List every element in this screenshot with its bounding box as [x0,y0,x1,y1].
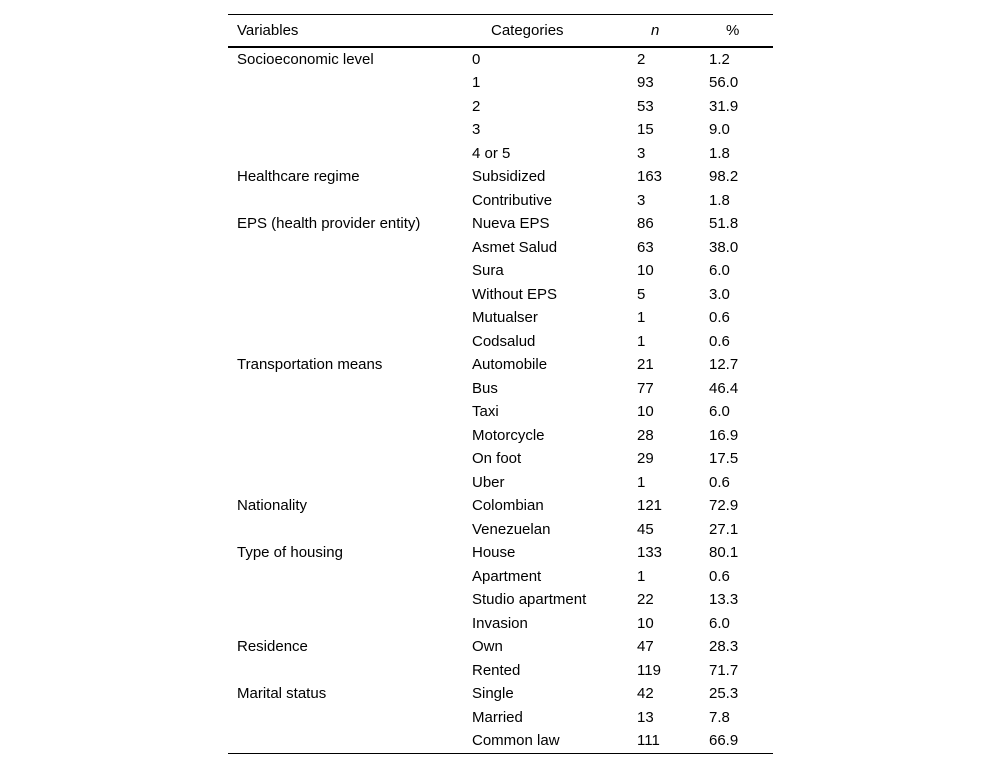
variable-cell [228,471,472,495]
category-cell: Asmet Salud [472,238,558,256]
variable-cell: Marital status [237,685,327,703]
table-row [228,353,773,377]
table-row [228,565,773,589]
variable-cell: Nationality [237,497,308,515]
table-row [228,377,773,401]
table-body [228,47,773,754]
category-cell: Own [472,638,503,656]
variable-cell [228,447,472,471]
variable-cell: Healthcare regime [237,168,360,186]
table-row [228,471,773,495]
variable-cell [228,71,472,95]
percent-cell: 16.9 [709,426,739,444]
variable-cell: Socioeconomic level [237,50,374,68]
percent-cell: 1.8 [709,191,730,209]
n-cell: 111 [637,732,660,750]
table-row [228,447,773,471]
variable-cell [228,588,472,612]
category-cell: Subsidized [472,168,546,186]
n-cell: 13 [637,708,654,726]
col-header-categories: Categories [472,15,637,47]
table-row [228,729,773,753]
category-cell: Without EPS [472,285,558,303]
category-cell: Married [472,708,523,726]
variable-cell [228,142,472,166]
n-cell: 21 [637,356,654,374]
n-cell: 119 [637,661,661,679]
variable-cell [228,400,472,424]
n-cell: 93 [637,74,654,92]
n-cell: 15 [637,121,654,139]
variable-cell [228,729,472,753]
category-cell: Venezuelan [472,520,551,538]
table-row [228,588,773,612]
table-row [228,659,773,683]
n-cell: 10 [637,262,654,280]
n-cell: 10 [637,403,654,421]
category-cell: Single [472,685,514,703]
variable-cell [228,306,472,330]
percent-cell: 0.6 [709,567,730,585]
category-cell: 3 [472,121,481,139]
variable-cell [228,283,472,307]
table-row [228,635,773,659]
table-row [228,706,773,730]
n-cell: 1 [637,309,646,327]
n-cell: 22 [637,591,654,609]
category-cell: 1 [472,74,481,92]
percent-cell: 6.0 [709,614,730,632]
table-row [228,189,773,213]
percent-cell: 31.9 [709,97,739,115]
percent-cell: 51.8 [709,215,739,233]
category-cell: Rented [472,661,521,679]
variable-cell: Transportation means [237,356,383,374]
table-row [228,541,773,565]
demographics-table [228,14,773,754]
n-cell: 1 [637,567,646,585]
category-cell: 0 [472,50,481,68]
category-cell: 2 [472,97,481,115]
variable-cell [228,659,472,683]
category-cell: Codsalud [472,332,536,350]
header-row [228,15,773,47]
category-cell: Colombian [472,497,544,515]
variable-cell [228,706,472,730]
n-cell: 163 [637,168,663,186]
n-cell: 121 [637,497,663,515]
n-cell: 53 [637,97,654,115]
percent-cell: 9.0 [709,121,730,139]
table-row [228,400,773,424]
category-cell: Common law [472,732,560,750]
variable-cell: EPS (health provider entity) [237,215,421,233]
col-header-percent: % [709,15,773,47]
n-cell: 63 [637,238,654,256]
percent-cell: 25.3 [709,685,739,703]
n-cell: 42 [637,685,654,703]
variable-cell [228,259,472,283]
category-cell: 4 or 5 [472,144,511,162]
category-cell: Sura [472,262,504,280]
percent-cell: 3.0 [709,285,730,303]
table-row [228,142,773,166]
n-cell: 2 [637,50,646,68]
category-cell: Nueva EPS [472,215,550,233]
percent-cell: 0.6 [709,473,730,491]
percent-cell: 1.8 [709,144,730,162]
percent-cell: 80.1 [709,544,739,562]
category-cell: Contributive [472,191,553,209]
variable-cell [228,189,472,213]
percent-cell: 13.3 [709,591,739,609]
table-row [228,518,773,542]
percent-cell: 0.6 [709,309,730,327]
variable-cell [228,330,472,354]
table-row [228,71,773,95]
table-row [228,165,773,189]
category-cell: Taxi [472,403,499,421]
percent-cell: 98.2 [709,168,739,186]
variable-cell: Type of housing [237,544,343,562]
variable-cell [228,236,472,260]
variable-cell [228,518,472,542]
percent-cell: 17.5 [709,450,739,468]
percent-cell: 38.0 [709,238,739,256]
table-row [228,494,773,518]
n-cell: 47 [637,638,654,656]
category-cell: Motorcycle [472,426,545,444]
category-cell: On foot [472,450,522,468]
percent-cell: 12.7 [709,356,739,374]
n-cell: 28 [637,426,654,444]
n-cell: 1 [637,473,646,491]
table-row [228,283,773,307]
category-cell: House [472,544,516,562]
percent-cell: 7.8 [709,708,730,726]
percent-cell: 71.7 [709,661,739,679]
table-row [228,212,773,236]
n-cell: 5 [637,285,646,303]
n-cell: 3 [637,144,646,162]
table-row [228,118,773,142]
percent-cell: 27.1 [709,520,739,538]
n-cell: 133 [637,544,663,562]
table-row [228,306,773,330]
category-cell: Automobile [472,356,548,374]
col-header-variables: Variables [228,15,472,47]
percent-cell: 6.0 [709,403,730,421]
n-cell: 1 [637,332,646,350]
category-cell: Apartment [472,567,542,585]
n-cell: 10 [637,614,654,632]
variable-cell [228,612,472,636]
category-cell: Mutualser [472,309,538,327]
table-row [228,259,773,283]
table-header [228,15,773,47]
percent-cell: 1.2 [709,50,730,68]
category-cell: Invasion [472,614,528,632]
percent-cell: 46.4 [709,379,739,397]
percent-cell: 6.0 [709,262,730,280]
n-cell: 77 [637,379,654,397]
variable-cell [228,424,472,448]
percent-cell: 28.3 [709,638,739,656]
variable-cell [228,565,472,589]
n-cell: 86 [637,215,654,233]
category-cell: Studio apartment [472,591,587,609]
table-row [228,424,773,448]
table-row [228,236,773,260]
n-cell: 29 [637,450,654,468]
percent-cell: 0.6 [709,332,730,350]
col-header-n: n [637,15,709,47]
category-cell: Bus [472,379,498,397]
table-row [228,682,773,706]
variable-cell [228,118,472,142]
variable-cell [228,377,472,401]
variable-cell: Residence [237,638,308,656]
table-row [228,95,773,119]
variable-cell [228,95,472,119]
percent-cell: 56.0 [709,74,739,92]
table-row [228,612,773,636]
table-row [228,330,773,354]
n-cell: 45 [637,520,654,538]
category-cell: Uber [472,473,505,491]
table-row [228,47,773,72]
percent-cell: 66.9 [709,732,739,750]
n-cell: 3 [637,191,646,209]
percent-cell: 72.9 [709,497,739,515]
